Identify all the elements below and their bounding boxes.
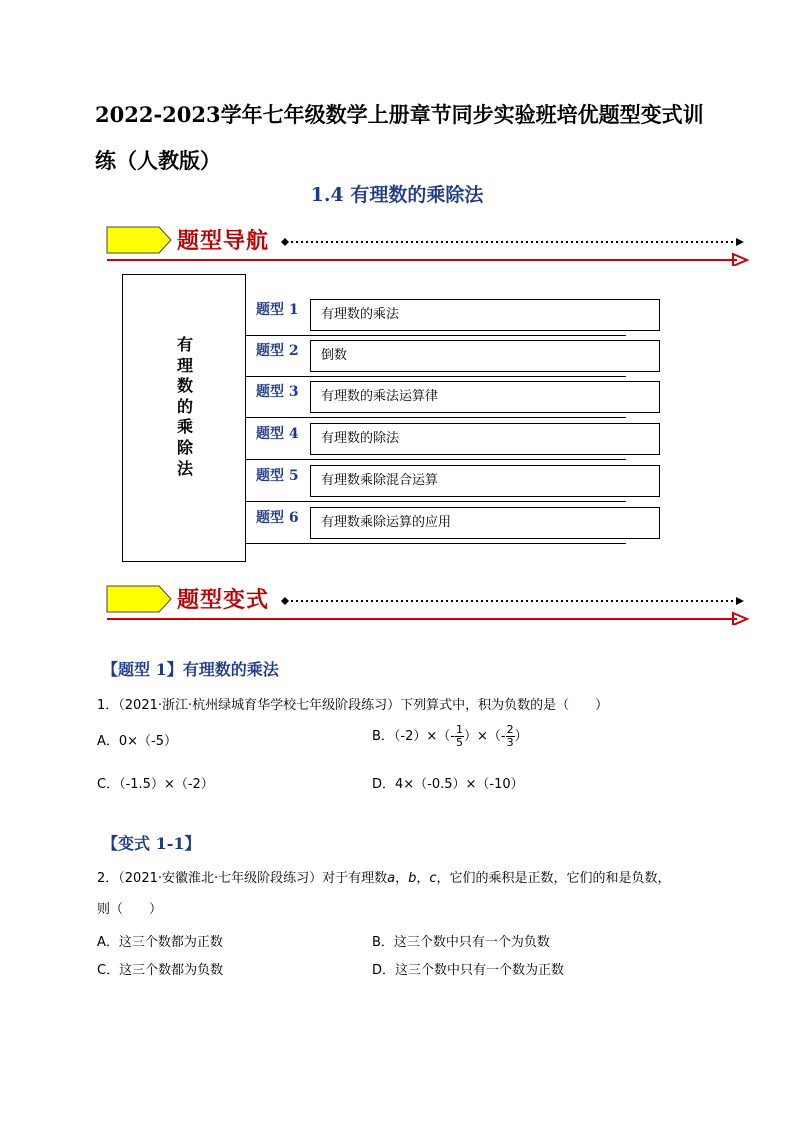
nav-topic-char: 的 [176,396,193,416]
nav-topic-title [123,335,247,479]
q1-option-c: C．（-1.5）×（-2） [97,777,214,792]
nav-row-underline [246,501,626,502]
nav-row-underline [246,335,626,336]
q1-option-d: D．4×（-0.5）×（-10） [372,777,524,792]
nav-row-underline [246,459,626,460]
pentagon-arrow-icon [107,586,171,612]
variant-banner-label: 题型变式 [177,587,270,613]
q2-text-suffix: ，它们的乘积是正数，它们的和是负数， [436,871,671,886]
nav-topic-char: 除 [176,437,193,457]
q1-option-a: A．0×（-5） [97,734,178,749]
q2-option-c: C．这三个数都为负数 [97,963,224,978]
q2-option-a: A．这三个数都为正数 [97,935,223,950]
nav-row [246,507,666,549]
q2-var-c: c [429,871,437,886]
nav-row-item[interactable]: 倒数 [310,340,660,372]
fraction-denominator: 3 [506,736,514,749]
fraction [506,724,515,749]
q1-option-b-prefix: B．（-2）×（- [372,729,455,744]
nav-row-label: 题型 6 [256,510,299,526]
nav-topic-char: 理 [176,355,193,375]
title-line-2: 练（人教版） [95,148,221,173]
section-title: 1.4 有理数的乘除法 [310,184,484,206]
fraction-denominator: 5 [455,736,463,749]
type1-heading: 【题型 1】有理数的乘法 [102,660,279,679]
nav-row-label: 题型 3 [256,384,299,400]
nav-row-item[interactable]: 有理数乘除运算的应用 [310,507,660,539]
nav-row [246,423,666,465]
q1-option-b-mid: ）×（- [463,729,506,744]
nav-row-label: 题型 4 [256,426,299,442]
q2-text-prefix: 2．（2021·安徽淮北·七年级阶段练习）对于有理数 [97,871,388,886]
arrow-head-icon [736,597,744,605]
nav-row-underline [246,543,626,544]
q2-sep: ， [416,871,430,886]
nav-row [246,299,666,341]
nav-topic-char: 乘 [176,417,193,437]
nav-topic-box [122,274,246,562]
nav-row-label: 题型 2 [256,343,299,359]
diamond-icon [281,238,289,246]
title-line-1: 2022-2023学年七年级数学上册章节同步实验班培优题型变式训 [95,102,704,127]
nav-banner [105,222,750,266]
nav-topic-char: 法 [176,458,193,478]
diamond-icon [281,597,289,605]
variant1-heading: 【变式 1-1】 [102,834,201,853]
q2-option-d: D．这三个数中只有一个数为正数 [372,963,565,978]
nav-row [246,465,666,507]
nav-banner-label: 题型导航 [177,228,270,254]
nav-row-label: 题型 1 [256,302,299,318]
nav-row-item[interactable]: 有理数的除法 [310,423,660,455]
nav-row-item[interactable]: 有理数乘除混合运算 [310,465,660,497]
arrow-head-icon [736,238,744,246]
q2-option-b: B．这三个数中只有一个为负数 [372,935,550,950]
pentagon-arrow-icon [107,227,171,253]
q2-var-a: a [387,871,396,886]
fraction-numerator: 1 [455,723,463,736]
nav-row-underline [246,417,626,418]
nav-row [246,340,666,382]
q1-text: 1．（2021·浙江·杭州绿城育华学校七年级阶段练习）下列算式中，积为负数的是（ ） [97,698,609,713]
q2-text-line1 [97,867,671,886]
nav-row-item[interactable]: 有理数的乘法运算律 [310,381,660,413]
q2-var-b: b [408,871,417,886]
nav-topic-char: 数 [176,376,193,396]
fraction-numerator: 2 [506,723,514,736]
variant-banner [105,581,750,625]
q2-text-line2: 则（ ） [97,902,163,917]
nav-row [246,381,666,423]
document-title [95,92,710,184]
q2-sep: ， [395,871,409,886]
nav-row-item[interactable]: 有理数的乘法 [310,299,660,331]
nav-row-underline [246,376,626,377]
q1-option-b-suffix: ） [514,729,528,744]
fraction [455,724,464,749]
q1-option-b [372,724,528,749]
nav-row-label: 题型 5 [256,468,299,484]
nav-topic-char: 有 [176,335,193,354]
